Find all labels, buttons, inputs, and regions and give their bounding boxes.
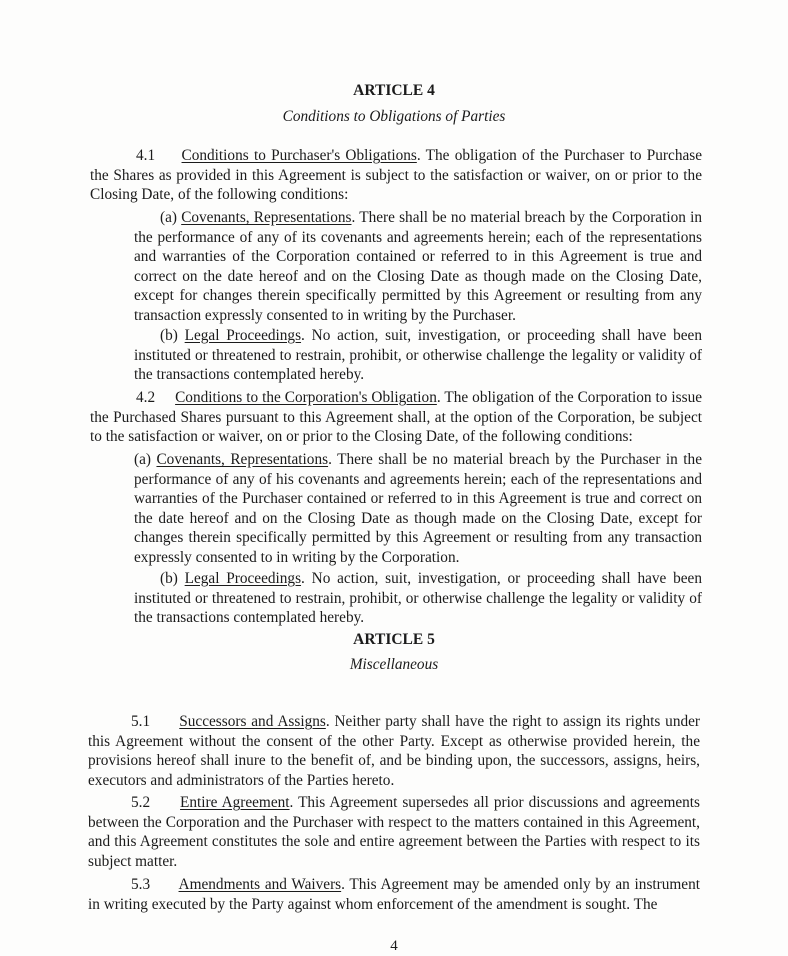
page-number: 4 (390, 938, 398, 954)
article-4-heading: ARTICLE 4 (353, 82, 435, 99)
section-text: . This Agreement may be amended only by an instrument in writing executed by the Party against whom enforcement of the amendment is sought. The (88, 876, 700, 913)
clause-label: (b) (160, 327, 178, 344)
clause-label: (a) (160, 209, 177, 226)
article-4-subheading: Conditions to Obligations of Parties (282, 108, 506, 125)
section-number: 4.2 (136, 389, 156, 406)
clause-text: . No action, suit, investigation, or proceeding shall have been instituted or threatened to restrain, prohibit, or otherwise challenge the legality or validity of the transactions contemplated hereby. (134, 327, 702, 384)
clause-label: (b) (160, 570, 178, 587)
article-5-subheading: Miscellaneous (349, 656, 439, 673)
section-5-1 (88, 712, 700, 790)
section-4-2-b (134, 569, 702, 628)
section-4-1-a (134, 208, 702, 326)
section-5-2 (88, 793, 700, 871)
clause-title: Legal Proceedings (184, 327, 302, 344)
article-5-heading: ARTICLE 5 (353, 631, 435, 648)
section-4-1-b (134, 326, 702, 385)
section-4-1 (90, 146, 702, 205)
clause-text: . No action, suit, investigation, or proceeding shall have been instituted or threatened to restrain, prohibit, or otherwise challenge the legality or validity of the transactions contemplated hereby. (134, 570, 702, 627)
section-number: 5.1 (131, 713, 151, 730)
clause-text: . There shall be no material breach by the Purchaser in the performance of any of his covenants and agreements herein; each of the representations and warranties of the Purchaser contained or referred to in this Agreement is true and correct on the date hereof and on the Closing Date as though made on the Closing Date, except for changes therein specifically permitted by this Agreement or resulting from any transaction expressly consented to in writing by the Corporation. (134, 451, 702, 566)
clause-text: . There shall be no material breach by the Corporation in the performance of any of its covenants and agreements herein; each of the representations and warranties of the Corporation contained or referred to in this Agreement is true and correct on the date hereof and on the Closing Date as though made on the Closing Date, except for changes therein specifically permitted by this Agreement or resulting from any transaction expressly consented to in writing by the Purchaser. (134, 209, 702, 324)
clause-label: (a) (134, 451, 151, 468)
section-number: 5.3 (131, 876, 151, 893)
clause-title: Legal Proceedings (184, 570, 302, 587)
section-title: Amendments and Waivers (178, 876, 342, 893)
section-title: Entire Agreement (180, 794, 290, 811)
section-number: 5.2 (131, 794, 151, 811)
section-title: Conditions to Purchaser's Obligations (181, 147, 417, 164)
clause-title: Covenants, Representations (156, 451, 329, 468)
clause-title: Covenants, Representations (181, 209, 352, 226)
section-text: . The obligation of the Corporation to issue the Purchased Shares pursuant to this Agreement shall, at the option of the Corporation, be subject to the satisfaction or waiver, on or prior to the Closing Date, of the following conditions: (90, 389, 703, 446)
section-text: . Neither party shall have the right to assign its rights under this Agreement without the consent of the other Party. Except as otherwise provided herein, the provisions hereof shall inure to the benefit of, and be binding upon, the successors, assigns, heirs, executors and administrators of the Parties hereto. (88, 713, 700, 789)
section-number: 4.1 (136, 147, 156, 164)
section-4-2 (90, 388, 702, 447)
section-text: . The obligation of the Purchaser to Purchase the Shares as provided in this Agreement is subject to the satisfaction or waiver, on or prior to the Closing Date, of the following conditions: (90, 147, 703, 204)
section-title: Conditions to the Corporation's Obligation (175, 389, 437, 406)
section-text: . This Agreement supersedes all prior discussions and agreements between the Corporation and the Purchaser with respect to the matters contained in this Agreement, and this Agreement constitutes the sole and entire agreement between the Parties with respect to its subject matter. (88, 794, 701, 870)
section-title: Successors and Assigns (179, 713, 326, 730)
section-4-2-a (134, 450, 702, 568)
section-5-3 (88, 875, 700, 914)
